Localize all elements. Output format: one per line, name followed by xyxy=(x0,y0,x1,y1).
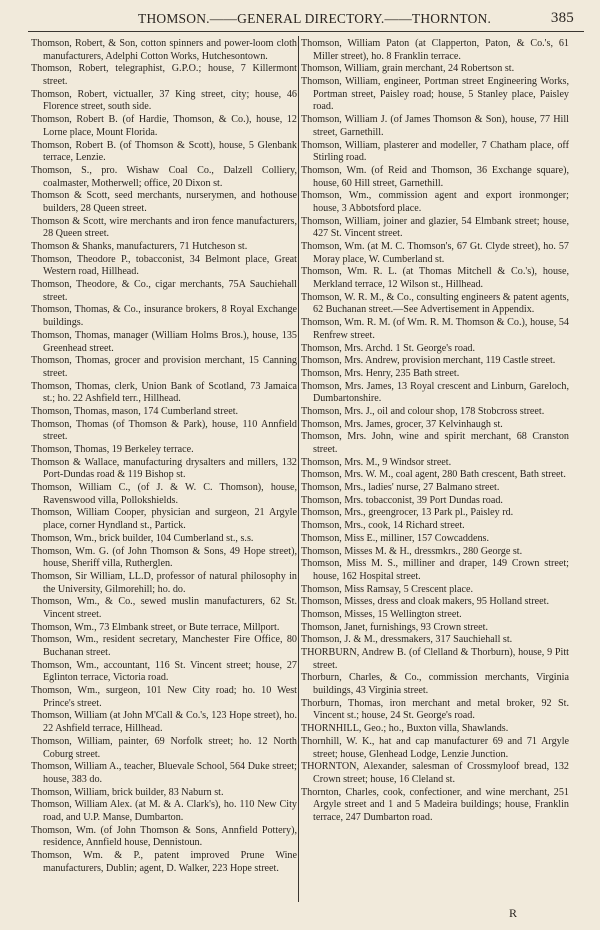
directory-entry: Thomson, Mrs. James, 13 Royal crescent and Linburn, Gareloch, Dumbartonshire. xyxy=(301,380,569,405)
directory-entry: Thomson, William, plasterer and modeller, 7 Chatham place, off Stirling road. xyxy=(301,139,569,164)
directory-entry: Thomson, William Cooper, physician and surgeon, 21 Argyle place, corner Hyndland st., Partick. xyxy=(31,507,297,532)
directory-entry: Thomson, W. R. M., & Co., consulting engineers & patent agents, 62 Buchanan street.—See Advertisement in Appendix. xyxy=(301,291,569,316)
directory-entry: Thomson, Mrs., greengrocer, 13 Park pl., Paisley rd. xyxy=(301,507,514,519)
directory-entry: Thomson & Wallace, manufacturing drysalters and millers, 132 Port-Dundas road & 119 Bishop st. xyxy=(31,456,297,481)
directory-entry: Thorburn, Thomas, iron merchant and metal broker, 92 St. Vincent st.; house, 24 St. George's road. xyxy=(301,697,569,722)
directory-entry: Thornton, Charles, cook, confectioner, and wine merchant, 251 Argyle street and 1 and 5 Madeira buildings; house, Franklin terrace, 247 Dumbarton road. xyxy=(301,786,569,823)
directory-entry: Thomson, Robert, victualler, 37 King street, city; house, 46 Florence street, south side. xyxy=(31,88,297,113)
directory-entry: Thomson, Wm., & Co., sewed muslin manufacturers, 62 St. Vincent street. xyxy=(31,596,297,620)
directory-entry: Thomson, Sir William, LL.D, professor of natural philosophy in the University, Gilmorehill; ho. do. xyxy=(31,570,297,595)
signature-mark: R xyxy=(509,906,518,920)
directory-entry: Thomson, Thomas, mason, 174 Cumberland street. xyxy=(31,405,239,417)
directory-entry: Thomson, Misses M. & H., dressmkrs., 280 George st. xyxy=(301,545,523,557)
directory-entry: Thomson, Wm. (at M. C. Thomson's, 67 Gt. Clyde street), ho. 57 Moray place, W. Cumberland st. xyxy=(301,241,569,265)
directory-entry: Thomson, Mrs. Archd. 1 St. George's road. xyxy=(301,342,476,354)
page-header xyxy=(28,8,580,30)
directory-entry: Thomson, Mrs. W. M., coal agent, 280 Bath crescent, Bath street. xyxy=(301,469,566,481)
directory-entry: Thomson, Wm. R. M. (of Wm. R. M. Thomson & Co.), house, 54 Renfrew street. xyxy=(301,317,569,341)
directory-entry: THORBURN, Andrew B. (of Clelland & Thorburn), house, 9 Pitt street. xyxy=(301,647,569,671)
directory-entry: Thomson, Mrs. John, wine and spirit merchant, 68 Cranston street. xyxy=(301,431,569,455)
directory-entry: Thomson, Robert, telegraphist, G.P.O.; house, 7 Killermont street. xyxy=(31,63,297,88)
directory-entry: THORNTON, Alexander, salesman of Crossmyloof bread, 132 Crown street; house, 16 Cleland st. xyxy=(301,761,569,785)
directory-entry: Thomson, Wm. & P., patent improved Prune Wine manufacturers, Dublin; agent, D. Walker, 223 Hope street. xyxy=(31,850,297,874)
directory-entry: Thomson, Mrs. Henry, 235 Bath street. xyxy=(301,367,460,379)
directory-entry: Thomson, Theodore, & Co., cigar merchants, 75A Sauchiehall street. xyxy=(31,279,297,303)
directory-entry: Thomson, Wm. G. (of John Thomson & Sons, 49 Hope street), house, Sheriff villa, Rutherglen. xyxy=(31,545,297,570)
directory-entry: Thomson, Wm. (of John Thomson & Sons, Annfield Pottery), residence, Annfield house, Dennistoun. xyxy=(31,824,297,849)
directory-entry: Thomson & Scott, wire merchants and iron fence manufacturers, 28 Queen street. xyxy=(31,215,297,240)
directory-entry: Thomson, Thomas, 19 Berkeley terrace. xyxy=(31,444,194,455)
directory-entry: Thomson, William, painter, 69 Norfolk street; ho. 12 North Coburg street. xyxy=(31,735,297,760)
directory-entry: Thomson, Wm. (of Reid and Thomson, 36 Exchange square), house, 60 Hill street, Garnethill. xyxy=(301,164,569,189)
directory-entry: Thomson, Wm., 73 Elmbank street, or Bute terrace, Millport. xyxy=(31,621,280,633)
directory-entry: Thomson, Thomas, grocer and provision merchant, 15 Canning street. xyxy=(31,355,297,379)
directory-entry: Thomson, Thomas (of Thomson & Park), house, 110 Annfield street. xyxy=(31,418,297,443)
directory-entry: Thomson, Misses, 15 Wellington street. xyxy=(301,608,462,620)
directory-entry: Thomson, William, engineer, Portman street Engineering Works, Portman street, Paisley road; house, 5 Stanley place, Paisley road. xyxy=(301,76,569,113)
directory-entry: Thomson, William (at John M'Call & Co.'s, 123 Hope street), ho. 22 Ashfield terrace, Hillhead. xyxy=(31,710,297,735)
directory-entry: Thomson, S., pro. Wishaw Coal Co., Dalzell Colliery, coalmaster, Motherwell; office, 20 Dixon st. xyxy=(31,164,297,189)
directory-entry: Thomson, Janet, furnishings, 93 Crown street. xyxy=(301,621,489,633)
directory-entry: Thornhill, W. K., hat and cap manufacturer 69 and 71 Argyle street; house, Glenhead Lodge, Lenzie Junction. xyxy=(301,735,569,760)
directory-entry: Thomson, Thomas, & Co., insurance brokers, 8 Royal Exchange buildings. xyxy=(31,304,297,329)
directory-entry: Thomson, Misses, dress and cloak makers, 95 Holland street. xyxy=(301,596,550,608)
directory-entry: Thomson, Miss M. S., milliner and draper, 149 Crown street; house, 162 Hospital street. xyxy=(301,558,569,582)
directory-entry: Thomson, Wm., accountant, 116 St. Vincent street; house, 27 Eglinton terrace, Victoria road. xyxy=(31,659,297,684)
directory-entry: Thomson, William A., teacher, Bluevale School, 564 Duke street; house, 383 do. xyxy=(31,761,297,785)
directory-entry: Thomson, Mrs. Andrew, provision merchant, 119 Castle street. xyxy=(301,355,556,367)
directory-entry: Thorburn, Charles, & Co., commission merchants, Virginia buildings, 43 Virginia street. xyxy=(301,672,569,697)
directory-entry: Thomson, Thomas, clerk, Union Bank of Scotland, 73 Jamaica st.; ho. 22 Ashfield terr., Hillhead. xyxy=(31,380,297,405)
directory-entry: Thomson, Thomas, manager (William Holms Bros.), house, 135 Greenhead street. xyxy=(31,329,297,354)
directory-entry: Thomson, William C., (of J. & W. C. Thomson), house, Ravenswood villa, Pollokshields. xyxy=(31,482,297,506)
directory-entry: Thomson, Mrs., cook, 14 Richard street. xyxy=(301,520,465,532)
directory-entry: Thomson, William, brick builder, 83 Naburn st. xyxy=(31,786,224,798)
directory-entry: Thomson, Mrs. M., 9 Windsor street. xyxy=(301,456,452,468)
directory-entry: Thomson, Robert, & Son, cotton spinners and power-loom cloth manufacturers, Adelphi Cotton Works, Hutchesontown. xyxy=(31,38,297,62)
directory-entry: Thomson, William, grain merchant, 24 Robertson st. xyxy=(301,63,515,75)
directory-entry: Thomson & Shanks, manufacturers, 71 Hutcheson st. xyxy=(31,241,248,252)
directory-entry: Thomson, Robert B. (of Thomson & Scott), house, 5 Glenbank terrace, Lenzie. xyxy=(31,139,297,164)
directory-entry: Thomson, Miss E., milliner, 157 Cowcaddens. xyxy=(301,532,490,544)
directory-entry: Thomson, Wm., resident secretary, Manchester Fire Office, 80 Buchanan street. xyxy=(31,634,297,658)
directory-entry: Thomson, Wm., commission agent and export ironmonger; house, 3 Abbotsford place. xyxy=(301,190,569,214)
directory-entry: Thomson, Mrs. J., oil and colour shop, 178 Stobcross street. xyxy=(301,405,545,417)
directory-entry: Thomson, J. & M., dressmakers, 317 Sauchiehall st. xyxy=(301,634,513,646)
left-column xyxy=(31,38,297,875)
directory-entry: Thomson, Wm., brick builder, 104 Cumberland st., s.s. xyxy=(31,532,254,544)
directory-entry: Thomson, William Alex. (at M. & A. Clark's), ho. 110 New City road, and U.P. Manse, Dumbarton. xyxy=(31,799,297,823)
directory-entry: Thomson, Wm. R. L. (at Thomas Mitchell & Co.'s), house, Merkland terrace, 12 Wilson st., Hillhead. xyxy=(301,266,569,291)
directory-entry: Thomson, William, joiner and glazier, 54 Elmbank street; house, 427 St. Vincent street. xyxy=(301,215,569,240)
page-number: 385 xyxy=(550,10,574,26)
directory-entry: Thomson, Theodore P., tobacconist, 34 Belmont place, Great Western road, Hillhead. xyxy=(31,253,297,278)
directory-entry: Thomson, Wm., surgeon, 101 New City road; ho. 10 West Prince's street. xyxy=(31,685,297,709)
right-column xyxy=(301,38,569,825)
directory-entry: Thomson, William Paton (at Clapperton, Paton, & Co.'s, 61 Miller street), ho. 8 Franklin terrace. xyxy=(301,38,569,62)
directory-entry: Thomson & Scott, seed merchants, nurserymen, and hothouse builders, 28 Queen street. xyxy=(31,190,297,214)
directory-entry: Thomson, Robert B. (of Hardie, Thomson, & Co.), house, 12 Lorne place, Mount Florida. xyxy=(31,114,297,138)
directory-entry: Thomson, Mrs., ladies' nurse, 27 Balmano street. xyxy=(301,482,500,494)
directory-entry: Thomson, Mrs. tobacconist, 39 Port Dundas road. xyxy=(301,494,503,506)
column-divider xyxy=(298,36,299,902)
running-head: THOMSON.——GENERAL DIRECTORY.——THORNTON. xyxy=(138,11,492,26)
directory-entry: Thomson, William J. (of James Thomson & Son), house, 77 Hill street, Garnethill. xyxy=(301,114,569,138)
directory-entry: Thomson, Mrs. James, grocer, 37 Kelvinhaugh st. xyxy=(301,418,503,430)
directory-entry: Thomson, Miss Ramsay, 5 Crescent place. xyxy=(301,583,474,595)
header-rule xyxy=(28,31,584,32)
directory-entry: THORNHILL, Geo.; ho., Buxton villa, Shawlands. xyxy=(301,723,509,735)
